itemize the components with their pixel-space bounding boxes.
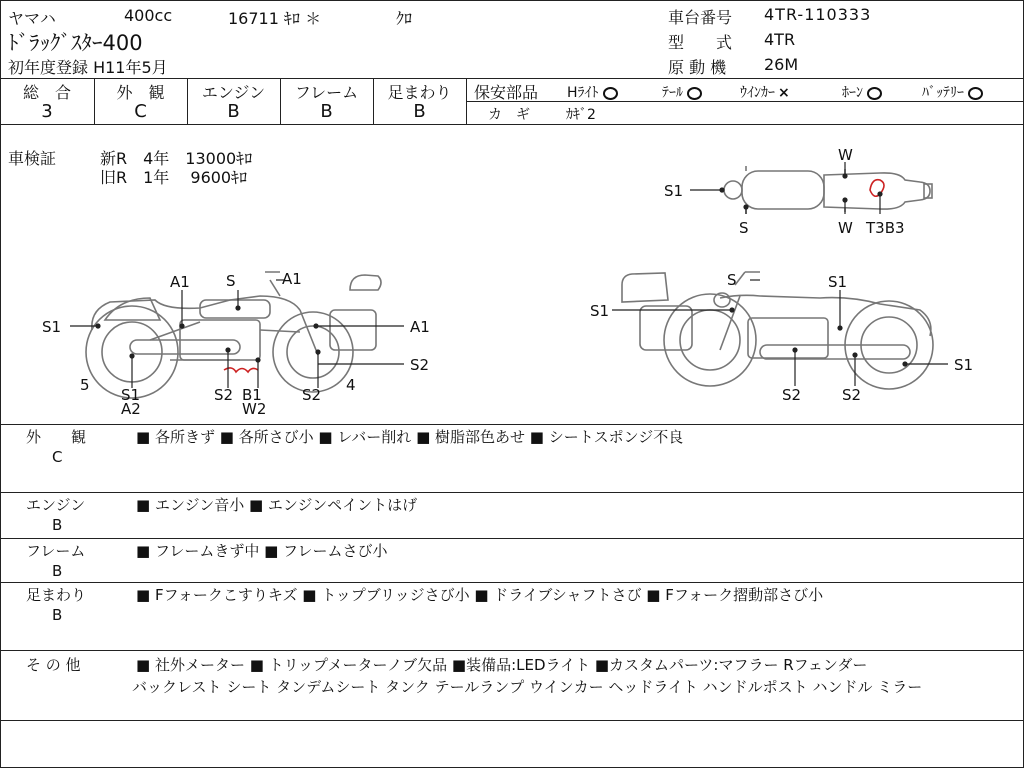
section-line: バックレスト シート タンデムシート タンク テールランプ ウインカー ヘッドライト ハンドルポスト ハンドル ミラー xyxy=(132,678,923,696)
grade-label-overall: 総 合 xyxy=(22,83,71,102)
bike-top-view-icon xyxy=(724,166,932,214)
diagram-label-top: W xyxy=(838,219,853,237)
section-title: エンジン xyxy=(26,496,86,514)
section-grade: B xyxy=(52,562,63,580)
diagram-label-left: 5 xyxy=(80,376,90,394)
diagram-label-left: W2 xyxy=(242,400,267,418)
displacement: 400cc xyxy=(124,6,173,25)
grade-exterior: C xyxy=(134,101,147,122)
diagram-label-right: S2 xyxy=(782,386,802,404)
grade-engine: B xyxy=(227,101,240,122)
grade-suspension: B xyxy=(413,101,426,122)
diagram-label-right: S1 xyxy=(590,302,610,320)
diagram-label-left: S xyxy=(226,272,236,290)
diagram-label-right: S1 xyxy=(954,356,974,374)
ok-ring-icon xyxy=(968,87,983,100)
grade-label-exterior: 外 観 xyxy=(116,83,165,102)
bike-right-view-icon xyxy=(622,272,933,389)
first-registration: 初年度登録 H11年5月 xyxy=(8,58,168,77)
diagram-label-right: S2 xyxy=(842,386,862,404)
color: ｸﾛ xyxy=(396,9,413,28)
key-value: ｶｷﾞ2 xyxy=(566,107,596,123)
section-line: ■ Fフォークこすりキズ ■ トップブリッジさび小 ■ ドライブシャフトさび ■ Fフォーク摺動部さび小 xyxy=(136,586,824,604)
diagram-label-left: S2 xyxy=(302,386,322,404)
safety-tail: ﾃｰﾙ xyxy=(662,82,702,102)
ok-ring-icon xyxy=(603,87,618,100)
diagram-label-left: S1 xyxy=(121,386,141,404)
diagram-label-left: A1 xyxy=(282,270,302,288)
diagram-label-right: S1 xyxy=(828,273,848,291)
type-value: 4TR xyxy=(764,30,796,49)
diagram-label-left: S2 xyxy=(410,356,430,374)
ok-ring-icon xyxy=(867,87,882,100)
safety-horn: ﾎｰﾝ xyxy=(842,82,882,102)
section-grade: C xyxy=(52,448,63,466)
maker: ヤマハ xyxy=(8,9,56,28)
grade-frame: B xyxy=(320,101,333,122)
diagram-label-left: S1 xyxy=(42,318,62,336)
frame-no: 4TR-110333 xyxy=(764,5,872,24)
section-title: 外 観 xyxy=(26,428,87,446)
section-title: 足まわり xyxy=(26,586,87,604)
safety-battery: ﾊﾞｯﾃﾘｰ xyxy=(922,82,983,102)
grade-label-suspension: 足まわり xyxy=(387,83,452,102)
diagram-label-left: A1 xyxy=(170,273,190,291)
diagram-label-top: S1 xyxy=(664,182,684,200)
safety-label: 保安部品 xyxy=(474,83,539,102)
ok-ring-icon xyxy=(687,87,702,100)
section-title: フレーム xyxy=(26,542,86,560)
bike-left-view-icon xyxy=(86,272,381,398)
diagram-label-left: S2 xyxy=(214,386,234,404)
damage-diagram xyxy=(0,125,1024,425)
section-line: ■ 社外メーター ■ トリップメーターノブ欠品 ■装備品:LEDライト ■カスタムパーツ:マフラー Rフェンダー xyxy=(136,656,868,674)
section-line: ■ 各所きず ■ 各所さび小 ■ レバー削れ ■ 樹脂部色あせ ■ シートスポンジ不良 xyxy=(136,428,684,446)
diagram-label-left: 4 xyxy=(346,376,356,394)
grade-label-frame: フレーム xyxy=(294,83,359,102)
inspection-label: 車検証 xyxy=(8,149,57,168)
safety-winker: ｳｲﾝｶｰ × xyxy=(740,85,790,101)
diagram-label-top: S xyxy=(739,219,749,237)
engine-label: 原 動 機 xyxy=(668,58,727,77)
diagram-label-top: T3B3 xyxy=(866,219,905,237)
safety-headlight: Hﾗｲﾄ xyxy=(567,82,618,102)
section-grade: B xyxy=(52,606,63,624)
grade-label-engine: エンジン xyxy=(201,83,266,102)
model-name: ﾄﾞﾗｯｸﾞｽﾀｰ400 xyxy=(8,31,143,55)
grade-overall: 3 xyxy=(41,101,53,122)
diagram-label-left: A1 xyxy=(410,318,430,336)
section-line: ■ エンジン音小 ■ エンジンペイントはげ xyxy=(136,496,418,514)
engine-value: 26M xyxy=(764,55,799,74)
diagram-label-left: A2 xyxy=(121,400,141,418)
diagram-label-right: S xyxy=(727,271,737,289)
frame-no-label: 車台番号 xyxy=(668,8,733,27)
mileage: 16711 ｷﾛ ＊ xyxy=(228,9,322,28)
diagram-label-left: B1 xyxy=(242,386,262,404)
inspection-old: 旧R 1年 9600ｷﾛ xyxy=(100,168,248,187)
section-title: そ の 他 xyxy=(26,656,81,674)
section-grade: B xyxy=(52,516,63,534)
type-label: 型 式 xyxy=(668,33,733,52)
section-line: ■ フレームきず中 ■ フレームさび小 xyxy=(136,542,388,560)
key-label: カ ギ xyxy=(488,107,530,123)
inspection-new: 新R 4年 13000ｷﾛ xyxy=(100,149,253,168)
ng-x-icon: × xyxy=(778,85,790,101)
diagram-label-top: W xyxy=(838,146,853,164)
